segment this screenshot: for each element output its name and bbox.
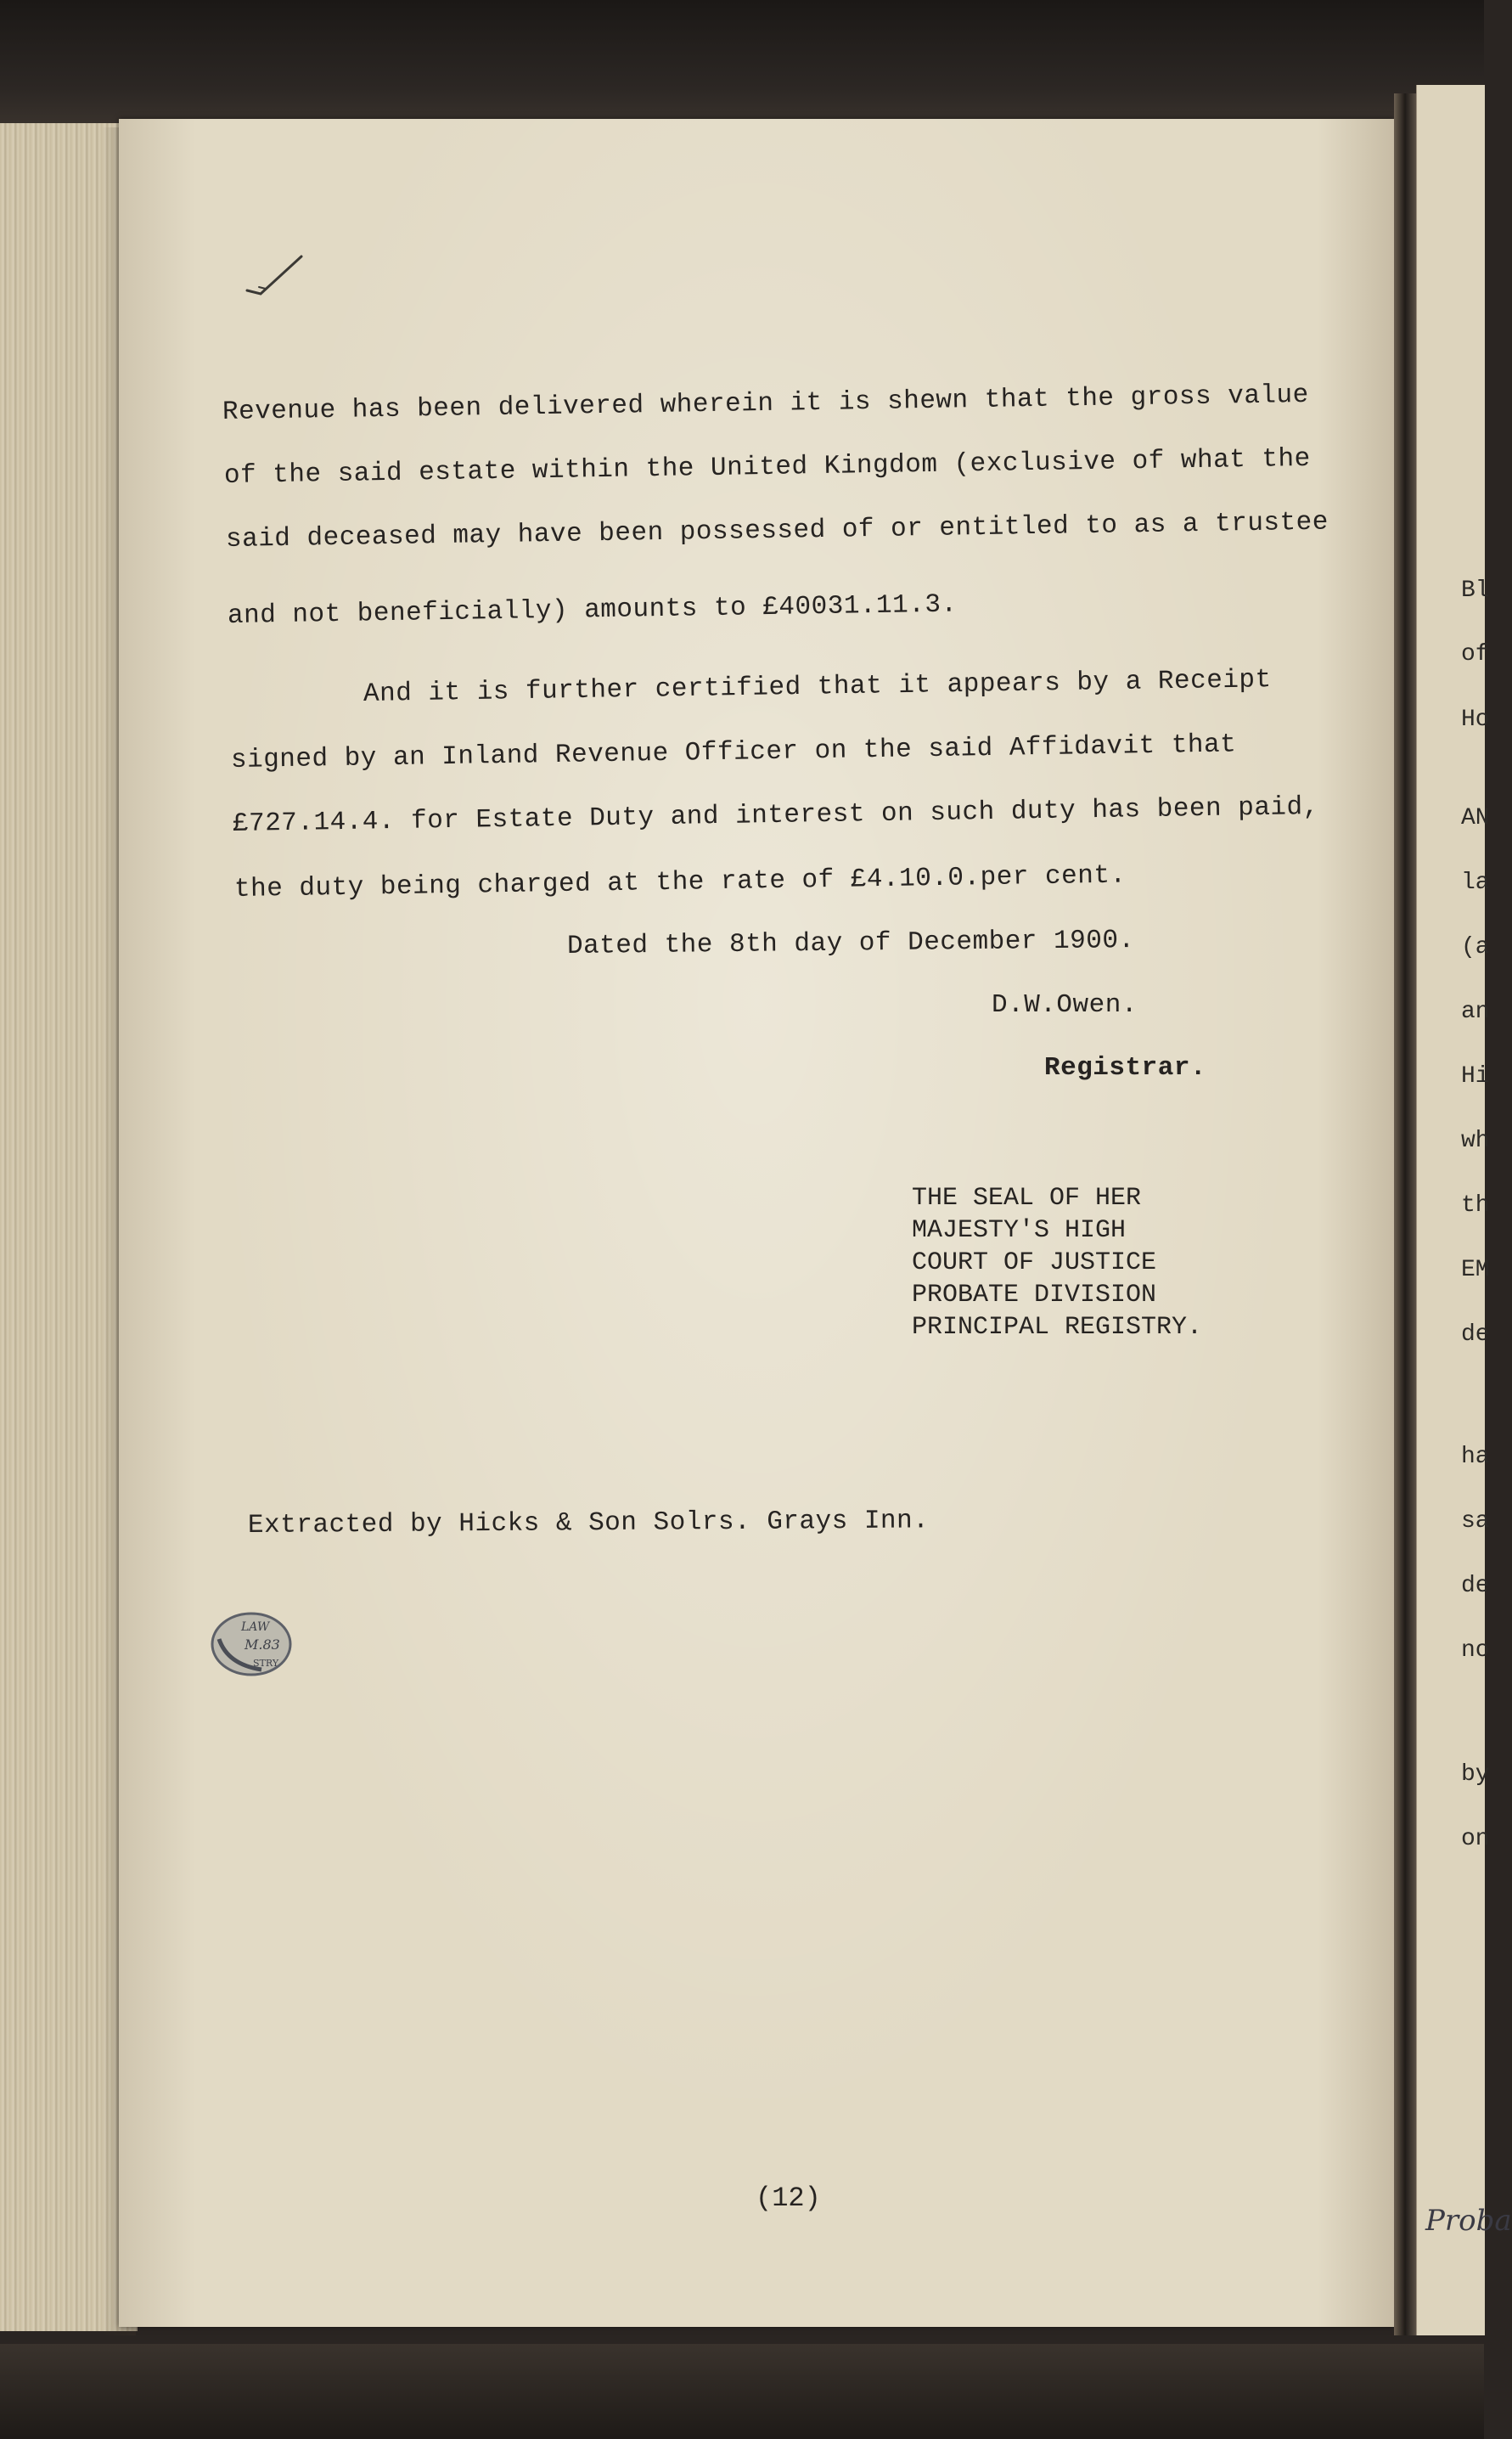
facing-fragment: by	[1461, 1761, 1490, 1788]
svg-text:STRY: STRY	[253, 1658, 279, 1669]
pencil-tick-mark	[242, 246, 310, 314]
facing-fragment: de	[1461, 1573, 1490, 1599]
background-bottom	[0, 2344, 1484, 2439]
facing-fragment: an	[1461, 999, 1490, 1025]
dated-line: Dated the 8th day of December 1900.	[566, 925, 1135, 961]
facing-fragment: Ho	[1461, 707, 1490, 733]
signatory-name: D.W.Owen.	[992, 990, 1138, 1020]
facing-fragment: AN	[1461, 805, 1490, 831]
svg-text:LAW: LAW	[241, 1620, 270, 1634]
facing-fragment: la	[1461, 870, 1490, 896]
registrar-title: Registrar.	[1044, 1053, 1207, 1083]
svg-text:M.83: M.83	[245, 1636, 280, 1653]
facing-fragment: EM	[1461, 1257, 1490, 1283]
body-line-1: Revenue has been delivered wherein it is shewn that the gross value	[222, 380, 1310, 427]
facing-fragment: de	[1461, 1321, 1490, 1348]
facing-fragment: Hi	[1461, 1063, 1490, 1090]
facing-fragment: of	[1461, 641, 1490, 667]
facing-fragment: on	[1461, 1826, 1490, 1852]
page-number: (12)	[756, 2183, 821, 2214]
body-line-6: signed by an Inland Revenue Officer on the said Affidavit that	[230, 729, 1237, 775]
body-line-3: said deceased may have been possessed of or entitled to as a trustee	[225, 507, 1329, 555]
facing-fragment: Bl	[1461, 577, 1490, 604]
facing-fragment: no	[1461, 1637, 1490, 1664]
seal-line-4: PROBATE DIVISION	[912, 1281, 1157, 1310]
background-top	[0, 0, 1484, 127]
facing-fragment: ha	[1461, 1444, 1490, 1470]
facing-handwriting: Proba	[1425, 2204, 1512, 2238]
library-stamp	[202, 1605, 295, 1681]
seal-line-2: MAJESTY'S HIGH	[912, 1216, 1127, 1245]
facing-fragment: sa	[1461, 1508, 1490, 1535]
facing-fragment: (a	[1461, 934, 1490, 960]
book-gutter	[1394, 93, 1416, 2335]
facing-page	[1416, 85, 1512, 2335]
seal-line-5: PRINCIPAL REGISTRY.	[912, 1313, 1203, 1342]
seal-line-3: COURT OF JUSTICE	[912, 1248, 1157, 1277]
body-line-7: £727.14.4. for Estate Duty and interest on such duty has been paid,	[232, 791, 1320, 839]
body-line-5: And it is further certified that it appears by a Receipt	[363, 665, 1272, 709]
body-line-4: and not beneficially) amounts to £40031.11.3.	[227, 589, 958, 631]
body-line-2: of the said estate within the United Kingdom (exclusive of what the	[223, 443, 1312, 491]
facing-fragment: th	[1461, 1192, 1490, 1219]
facing-fragment: wh	[1461, 1128, 1490, 1154]
body-line-8: the duty being charged at the rate of £4.10.0.per cent.	[233, 860, 1127, 904]
seal-line-1: THE SEAL OF HER	[912, 1184, 1142, 1213]
extracted-by-line: Extracted by Hicks & Son Solrs. Grays Inn.	[247, 1506, 930, 1541]
